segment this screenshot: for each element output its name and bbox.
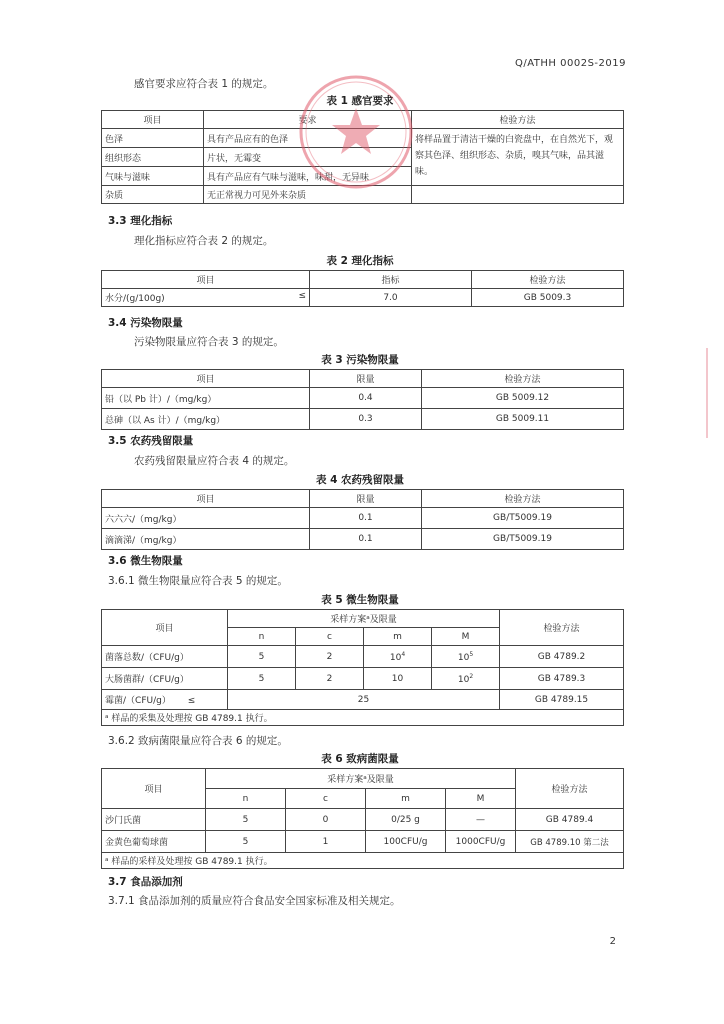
table2-row-le: ≤	[298, 291, 306, 301]
table1-method: 将样品置于清洁干燥的白瓷盘中，在自然光下，观察其色泽、组织形态、杂质，嗅其气味，品其滋味。	[412, 129, 624, 186]
table1-row1-item: 色泽	[102, 129, 204, 148]
table3-row2-item: 总砷（以 As 计）/（mg/kg）	[102, 409, 310, 430]
table5-row1-m-base: 10	[389, 652, 402, 663]
table5-microbial	[101, 609, 624, 726]
table6-row2-c: 1	[286, 831, 366, 853]
table1-row2-requirement: 片状，无霉变	[204, 148, 412, 167]
table1-row4-item: 杂质	[102, 186, 204, 204]
edge-seal-mark	[706, 348, 722, 438]
section-3-6-2-text: 3.6.2 致病菌限量应符合表 6 的规定。	[108, 735, 288, 747]
table6-row2-item: 金黄色葡萄球菌	[102, 831, 206, 853]
section-3-5-title: 3.5 农药残留限量	[108, 435, 194, 447]
section-3-7-1-text: 3.7.1 食品添加剂的质量应符合食品安全国家标准及相关规定。	[108, 895, 401, 907]
table5-footnote: ᵃ 样品的采集及处理按 GB 4789.1 执行。	[102, 710, 624, 726]
table6-row1-n: 5	[206, 809, 286, 831]
table5-header-plan: 采样方案ᵃ及限量	[228, 610, 500, 628]
table5-header-method: 检验方法	[500, 610, 624, 646]
table2-physicochemical	[101, 270, 624, 307]
table5-row3-method: GB 4789.15	[500, 690, 624, 710]
section-3-6-title: 3.6 微生物限量	[108, 555, 183, 567]
table1-row1-requirement: 具有产品应有的色泽	[204, 129, 412, 148]
table6-caption: 表 6 致病菌限量	[321, 753, 399, 765]
table5-row2-m: 10	[364, 668, 432, 690]
table5-row1-M	[432, 646, 500, 668]
table5-sub-M: M	[432, 628, 500, 646]
table3-row2-limit: 0.3	[310, 409, 422, 430]
table2-header-item: 项目	[102, 271, 310, 289]
table6-row1-item: 沙门氏菌	[102, 809, 206, 831]
table5-row1-M-base: 10	[457, 652, 470, 663]
table5-row2-c: 2	[296, 668, 364, 690]
table4-row2-item: 滴滴涕/（mg/kg）	[102, 529, 310, 550]
table5-row3-item	[102, 690, 228, 710]
table1-row2-item: 组织形态	[102, 148, 204, 167]
table2-header-index: 指标	[310, 271, 472, 289]
table6-sub-c: c	[286, 789, 366, 809]
table6-header-item: 项目	[102, 769, 206, 809]
table1-row4-requirement: 无正常视力可见外来杂质	[204, 186, 412, 204]
table5-row2-M	[432, 668, 500, 690]
table2-row-item	[102, 289, 310, 307]
table4-row1-limit: 0.1	[310, 508, 422, 529]
table4-header-item: 项目	[102, 490, 310, 508]
table6-header-method: 检验方法	[516, 769, 624, 809]
section-3-7-title: 3.7 食品添加剂	[108, 876, 183, 888]
company-seal-stamp	[296, 72, 416, 192]
table3-header-item: 项目	[102, 370, 310, 388]
table5-row2-M-base: 10	[457, 674, 470, 685]
table5-row1-c: 2	[296, 646, 364, 668]
table4-row1-item: 六六六/（mg/kg）	[102, 508, 310, 529]
table6-pathogens	[101, 768, 624, 869]
table5-row3-label: 霉菌/（CFU/g）	[105, 696, 171, 706]
table6-sub-m: m	[366, 789, 446, 809]
table2-header-method: 检验方法	[472, 271, 624, 289]
table5-row1-item: 菌落总数/（CFU/g）	[102, 646, 228, 668]
table5-row2-method: GB 4789.3	[500, 668, 624, 690]
table6-row1-c: 0	[286, 809, 366, 831]
table6-footnote: ᵃ 样品的采样及处理按 GB 4789.1 执行。	[102, 853, 624, 869]
table4-header-limit: 限量	[310, 490, 422, 508]
table5-header-item: 项目	[102, 610, 228, 646]
table1-row4-method-empty	[412, 186, 624, 204]
table5-row3-le: ≤	[187, 696, 196, 706]
table4-caption: 表 4 农药残留限量	[315, 474, 405, 486]
table6-row1-method: GB 4789.4	[516, 809, 624, 831]
table5-row2-item: 大肠菌群/（CFU/g）	[102, 668, 228, 690]
section-3-5-text: 农药残留限量应符合表 4 的规定。	[134, 455, 295, 467]
table4-row1-method: GB/T5009.19	[422, 508, 624, 529]
table5-row1-M-exp: 5	[469, 650, 474, 658]
section-3-3-title: 3.3 理化指标	[108, 215, 173, 227]
table3-row2-method: GB 5009.11	[422, 409, 624, 430]
table6-row2-m: 100CFU/g	[366, 831, 446, 853]
section-3-6-1-text: 3.6.1 微生物限量应符合表 5 的规定。	[108, 575, 288, 587]
document-code: Q/ATHH 0002S-2019	[515, 58, 626, 69]
table1-row3-item: 气味与滋味	[102, 167, 204, 186]
table1-header-method: 检验方法	[412, 111, 624, 129]
table2-row-method: GB 5009.3	[472, 289, 624, 307]
section-3-4-text: 污染物限量应符合表 3 的规定。	[134, 336, 284, 348]
table3-caption: 表 3 污染物限量	[321, 354, 399, 366]
table5-row1-m-exp: 4	[401, 650, 406, 658]
table6-row1-m: 0/25 g	[366, 809, 446, 831]
table3-header-method: 检验方法	[422, 370, 624, 388]
table3-row1-item: 铅（以 Pb 计）/（mg/kg）	[102, 388, 310, 409]
table5-row1-m	[364, 646, 432, 668]
table6-row2-M: 1000CFU/g	[446, 831, 516, 853]
table6-sub-n: n	[206, 789, 286, 809]
table5-row1-method: GB 4789.2	[500, 646, 624, 668]
section-3-3-text: 理化指标应符合表 2 的规定。	[134, 235, 274, 247]
table5-sub-n: n	[228, 628, 296, 646]
section-3-4-title: 3.4 污染物限量	[108, 317, 183, 329]
table6-row1-M: —	[446, 809, 516, 831]
table4-row2-limit: 0.1	[310, 529, 422, 550]
table4-row2-method: GB/T5009.19	[422, 529, 624, 550]
table5-caption: 表 5 微生物限量	[321, 594, 399, 606]
table3-row1-method: GB 5009.12	[422, 388, 624, 409]
table5-row2-n: 5	[228, 668, 296, 690]
table6-sub-M: M	[446, 789, 516, 809]
intro-text: 感官要求应符合表 1 的规定。	[134, 78, 274, 90]
table5-row2-M-exp: 2	[469, 672, 474, 680]
table6-row2-n: 5	[206, 831, 286, 853]
table3-header-limit: 限量	[310, 370, 422, 388]
table4-pesticides	[101, 489, 624, 550]
table5-sub-m: m	[364, 628, 432, 646]
table5-sub-c: c	[296, 628, 364, 646]
table2-row-value: 7.0	[310, 289, 472, 307]
table6-row2-method: GB 4789.10 第二法	[516, 831, 624, 853]
table1-caption: 表 1 感官要求	[326, 95, 394, 107]
table5-row1-n: 5	[228, 646, 296, 668]
page-number: 2	[609, 936, 616, 947]
table3-row1-limit: 0.4	[310, 388, 422, 409]
table6-header-plan: 采样方案ᵃ及限量	[206, 769, 516, 789]
table1-header-item: 项目	[102, 111, 204, 129]
table2-row-item-label: 水分/(g/100g)	[105, 294, 165, 304]
table4-header-method: 检验方法	[422, 490, 624, 508]
table3-contaminants	[101, 369, 624, 430]
table2-caption: 表 2 理化指标	[326, 255, 394, 267]
table5-row3-value: 25	[228, 690, 500, 710]
table1-row3-requirement: 具有产品应有气味与滋味，味甜，无异味	[204, 167, 412, 186]
table1-header-requirement: 要求	[204, 111, 412, 129]
